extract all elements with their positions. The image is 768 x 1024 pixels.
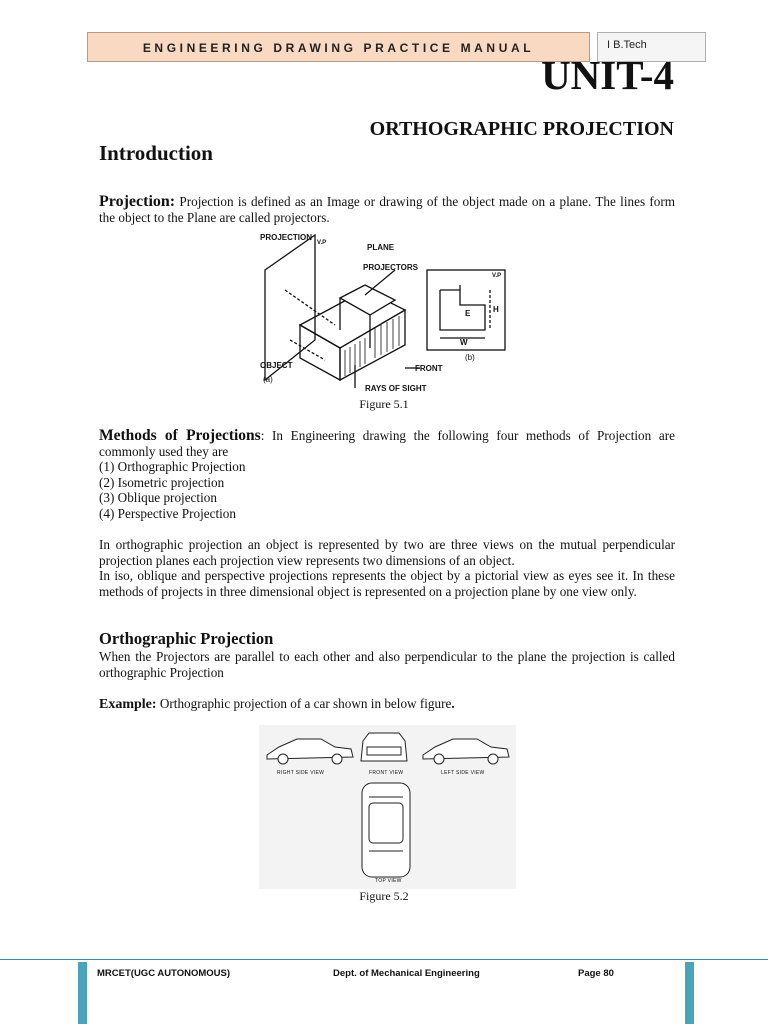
figure-5-2-image	[259, 725, 516, 889]
label-projectors: PROJECTORS	[363, 263, 418, 272]
figure-5-1-diagram	[255, 230, 510, 395]
methods-paragraph	[99, 428, 675, 521]
footer-bar-right	[685, 962, 694, 1024]
methods-text: : In Engineering drawing the following four methods of Projection are commonly used they are	[99, 428, 675, 459]
car-views-drawing	[259, 725, 516, 889]
label-e: E	[465, 309, 471, 318]
pictorial-paragraph: In iso, oblique and perspective projections represents the object by a pictorial view as eyes see it. In these methods of projects in three dimensional object is represented on a projection plane by one view only.	[99, 568, 675, 599]
footer-institution: MRCET(UGC AUTONOMOUS)	[97, 968, 230, 979]
figure-5-1-caption: Figure 5.1	[359, 397, 409, 411]
label-projection: PROJECTION	[260, 233, 313, 242]
label-left-side-view: LEFT SIDE VIEW	[441, 770, 485, 776]
label-a: (a)	[263, 375, 273, 384]
label-front: FRONT	[415, 364, 443, 373]
chapter-title: ORTHOGRAPHIC PROJECTION	[369, 118, 674, 140]
methods-item-2: (2) Isometric projection	[99, 474, 225, 490]
methods-lead: Methods of Projections	[99, 427, 261, 444]
footer-rule	[0, 959, 768, 960]
intro-heading: Introduction	[99, 141, 213, 165]
label-plane: PLANE	[367, 243, 395, 252]
methods-item-3: (3) Oblique projection	[99, 490, 217, 505]
example-lead: Example:	[99, 697, 157, 712]
manual-title: ENGINEERING DRAWING PRACTICE MANUAL	[142, 41, 535, 55]
example-period: .	[451, 696, 455, 711]
label-object: OBJECT	[260, 361, 293, 370]
header-banner	[87, 32, 590, 62]
example-paragraph	[99, 696, 675, 713]
label-rays-of-sight: RAYS OF SIGHT	[365, 384, 427, 393]
unit-title: UNIT-4	[541, 52, 674, 98]
orthographic-definition: When the Projectors are parallel to each other and also perpendicular to the plane the projection is called orthographic Projection	[99, 649, 675, 680]
label-front-view: FRONT VIEW	[369, 770, 404, 776]
footer-page: Page 80	[578, 968, 614, 979]
example-text: Orthographic projection of a car shown in below figure	[156, 696, 452, 711]
footer-department: Dept. of Mechanical Engineering	[333, 968, 480, 979]
footer-bar-left	[78, 962, 87, 1024]
label-w: W	[460, 338, 468, 347]
label-vp-b: V.P	[492, 273, 502, 279]
methods-item-4: (4) Perspective Projection	[99, 505, 236, 521]
course-tag: I B.Tech	[607, 39, 647, 51]
label-right-side-view: RIGHT SIDE VIEW	[277, 770, 325, 776]
label-b: (b)	[465, 353, 475, 362]
label-top-view: TOP VIEW	[375, 878, 402, 884]
methods-item-1: (1) Orthographic Projection	[99, 459, 246, 474]
orthographic-paragraph: In orthographic projection an object is represented by two are three views on the mutual perpendicular projection planes each projection view represents two dimensions of an object.	[99, 537, 675, 568]
projection-paragraph	[99, 194, 675, 225]
orthographic-heading: Orthographic Projection	[99, 629, 274, 648]
figure-5-2-caption: Figure 5.2	[359, 889, 409, 903]
label-h: H	[493, 305, 499, 314]
projection-text: Projection is defined as an Image or drawing of the object made on a plane. The lines form the object to the Plane are called projectors.	[99, 194, 675, 225]
projection-lead: Projection:	[99, 193, 176, 210]
label-vp: V.P	[317, 240, 327, 246]
